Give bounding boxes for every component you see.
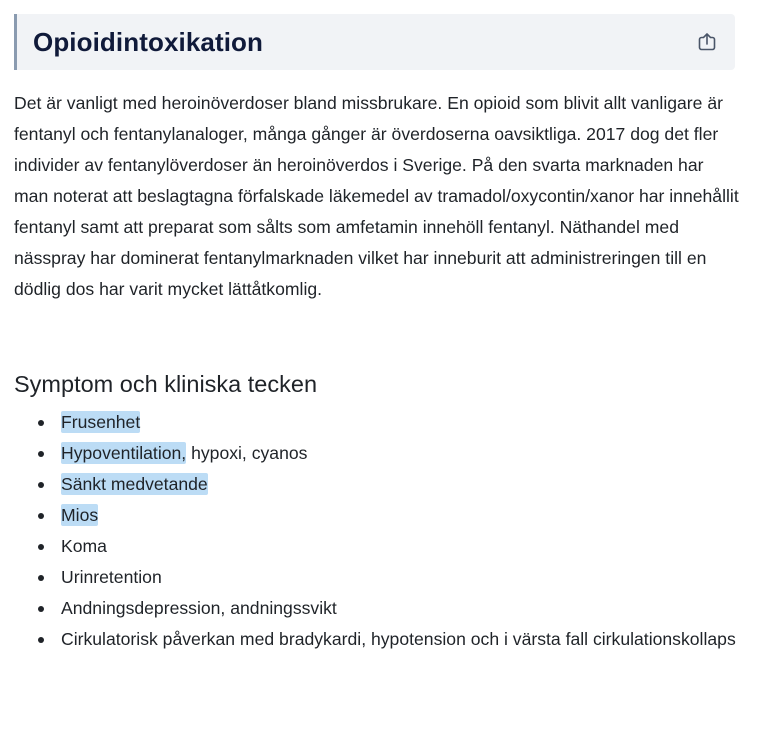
highlighted-text[interactable]: Mios <box>61 505 99 525</box>
symptoms-heading: Symptom och kliniska tecken <box>14 371 318 397</box>
list-item <box>0 624 740 655</box>
list-item <box>0 500 740 531</box>
item-text: Andningsdepression, andningssvikt <box>61 598 337 618</box>
list-item <box>0 469 740 500</box>
list-item <box>0 593 740 624</box>
highlighted-text[interactable]: Frusenhet <box>61 412 141 432</box>
list-item <box>0 562 740 593</box>
page-title: Opioidintoxikation <box>33 27 264 57</box>
symptoms-list <box>0 407 740 655</box>
list-item <box>0 407 740 438</box>
share-icon <box>697 32 717 52</box>
share-button[interactable] <box>697 32 717 52</box>
title-bar <box>14 14 735 70</box>
list-item <box>0 438 740 469</box>
highlighted-text[interactable]: Sänkt medvetande <box>61 474 208 494</box>
highlighted-text[interactable]: Hypoventilation, <box>61 443 187 463</box>
item-text: Urinretention <box>61 567 162 587</box>
item-text: hypoxi, cyanos <box>186 443 308 463</box>
intro-paragraph: Det är vanligt med heroinöverdoser bland missbrukare. En opioid som blivit allt vanligare är fentanyl och fentanylanaloger, många gånger är överdoserna oavsiktliga. 2017 dog det fler individer av fentanylöverdoser än heroinöverdos i Sverige. På den svarta marknaden har man noterat att beslagtagna förfalskade läkemedel av tramadol/oxycontin/xanor har innehållit fentanyl samt att preparat som sålts som amfetamin innehöll fentanyl. Näthandel med nässpray har dominerat fentanylmarknaden vilket har inneburit att administreringen till en dödlig dos har varit mycket lättåtkomlig. <box>14 93 739 299</box>
list-item <box>0 531 740 562</box>
item-text: Koma <box>61 536 107 556</box>
item-text: Cirkulatorisk påverkan med bradykardi, hypotension och i värsta fall cirkulationskollaps <box>61 629 736 649</box>
